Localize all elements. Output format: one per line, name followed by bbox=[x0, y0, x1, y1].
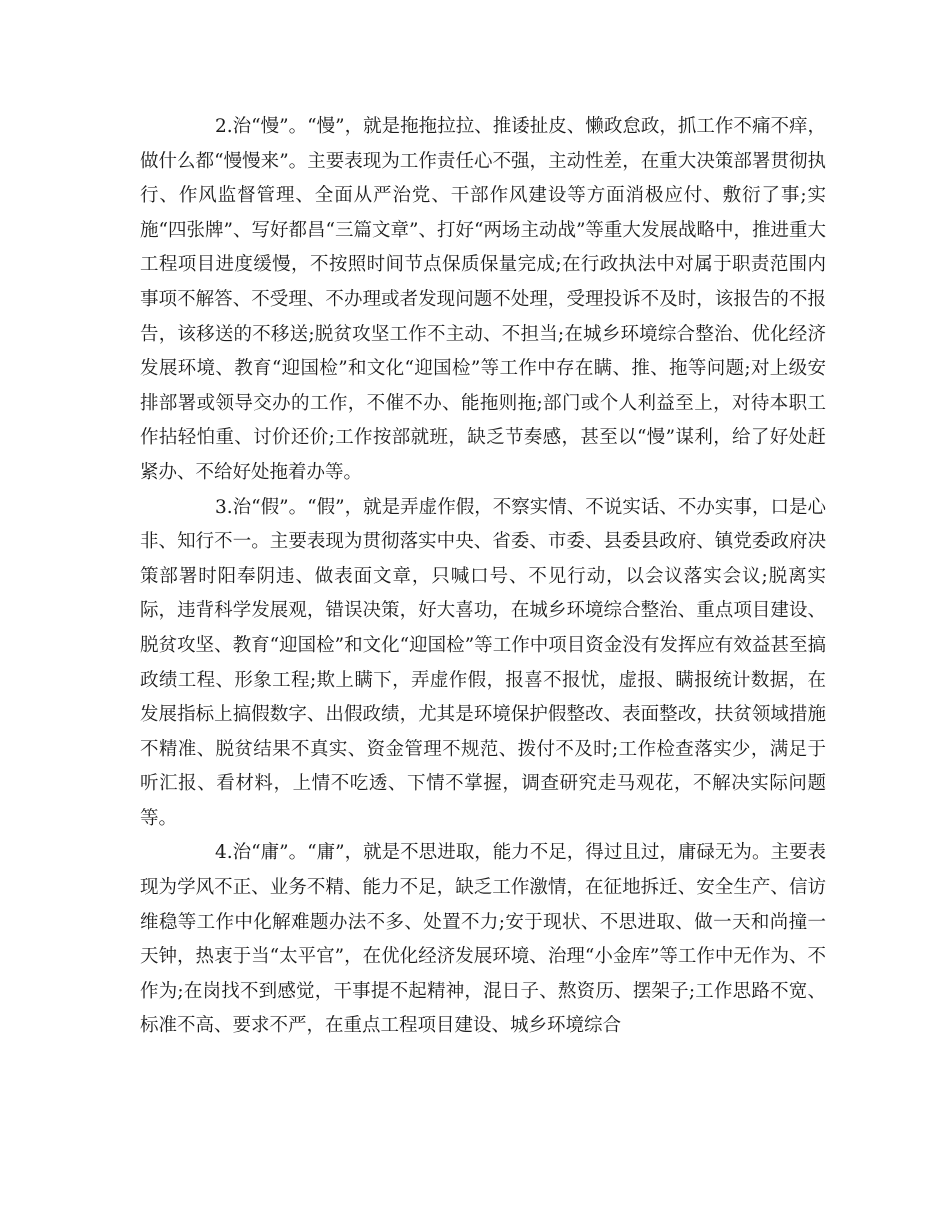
document-body bbox=[140, 110, 826, 1044]
paragraph-zhi-yong: 4.治“庸”。“庸”，就是不思进取，能力不足，得过且过，庸碌无为。主要表现为学风不正、业务不精、能力不足，缺乏工作激情，在征地拆迁、安全生产、信访维稳等工作中化解难题办法不多、处置不力;安于现状、不思进取、做一天和尚撞一天钟，热衷于当“太平官”，在优化经济发展环境、治理“小金库”等工作中无作为、不作为;在岗找不到感觉，干事提不起精神，混日子、熬资历、摆架子;工作思路不宽、标准不高、要求不严，在重点工程项目建设、城乡环境综合 bbox=[140, 842, 826, 1037]
paragraph-zhi-man: 2.治“慢”。“慢”，就是拖拖拉拉、推诿扯皮、懒政怠政，抓工作不痛不痒，做什么都“慢慢来”。主要表现为工作责任心不强，主动性差，在重大决策部署贯彻执行、作风监督管理、全面从严治党、干部作风建设等方面消极应付、敷衍了事;实施“四张牌”、写好都昌“三篇文章”、打好“两场主动战”等重大发展战略中，推进重大工程项目进度缓慢，不按照时间节点保质保量完成;在行政执法中对属于职责范围内事项不解答、不受理、不办理或者发现问题不处理，受理投诉不及时，该报告的不报告，该移送的不移送;脱贫攻坚工作不主动、不担当;在城乡环境综合整治、优化经济发展环境、教育“迎国检”和文化“迎国检”等工作中存在瞒、推、拖等问题;对上级安排部署或领导交办的工作，不催不办、能拖则拖;部门或个人利益至上，对待本职工作拈轻怕重、讨价还价;工作按部就班，缺乏节奏感，甚至以“慢”谋利，给了好处赶紧办、不给好处拖着办等。 bbox=[140, 116, 826, 483]
paragraph-zhi-jia: 3.治“假”。“假”，就是弄虚作假，不察实情、不说实话、不办实事，口是心非、知行不一。主要表现为贯彻落实中央、省委、市委、县委县政府、镇党委政府决策部署时阳奉阴违、做表面文章，只喊口号、不见行动，以会议落实会议;脱离实际，违背科学发展观，错误决策，好大喜功，在城乡环境综合整治、重点项目建设、脱贫攻坚、教育“迎国检”和文化“迎国检”等工作中项目资金没有发挥应有效益甚至搞政绩工程、形象工程;欺上瞒下，弄虚作假，报喜不报忧，虚报、瞒报统计数据，在发展指标上搞假数字、出假政绩，尤其是环境保护假整改、表面整改，扶贫领域措施不精准、脱贫结果不真实、资金管理不规范、拨付不及时;工作检查落实少，满足于听汇报、看材料，上情不吃透、下情不掌握，调查研究走马观花，不解决实际问题等。 bbox=[140, 496, 826, 829]
